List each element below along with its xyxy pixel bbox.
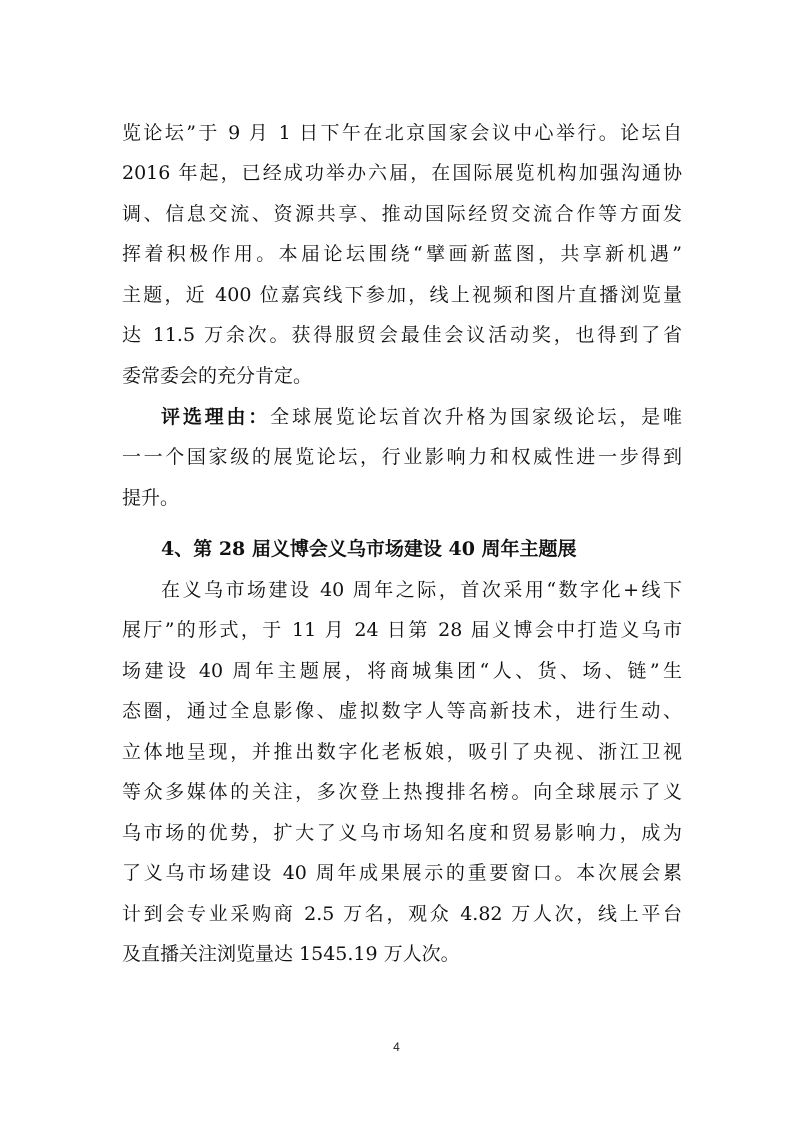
paragraph-line: 达 11.5 万余次。获得服贸会最佳会议活动奖，也得到了省: [122, 324, 682, 346]
paragraph-line: 一一个国家级的展览论坛，行业影响力和权威性进一步得到: [122, 446, 682, 468]
paragraph-line: 了义乌市场建设 40 周年成果展示的重要窗口。本次展会累: [122, 862, 682, 884]
paragraph-line: 态圈，通过全息影像、虚拟数字人等高新技术，进行生动、: [122, 700, 682, 722]
paragraph-line: 委常委会的充分肯定。: [122, 365, 313, 387]
paragraph-line: 场建设 40 周年主题展，将商城集团“人、货、场、链”生: [122, 660, 682, 682]
reason-first-line: [161, 400, 682, 434]
paragraph-line: 展厅”的形式，于 11 月 24 日第 28 届义博会中打造义乌市: [122, 619, 682, 641]
paragraph-line: 挥着积极作用。本届论坛围绕“擘画新蓝图，共享新机遇”: [122, 243, 682, 265]
paragraph-line: 及直播关注浏览量达 1545.19 万人次。: [122, 943, 460, 965]
paragraph-line: 主题，近 400 位嘉宾线下参加，线上视频和图片直播浏览量: [122, 284, 682, 306]
paragraph-line: 览论坛”于 9 月 1 日下午在北京国家会议中心举行。论坛自: [122, 122, 682, 144]
reason-label: 评选理由：: [161, 406, 271, 428]
paragraph-line: 提升。: [122, 487, 180, 509]
paragraph-line: 乌市场的优势，扩大了义乌市场知名度和贸易影响力，成为: [122, 822, 682, 844]
paragraph-line: 立体地呈现，并推出数字化老板娘，吸引了央视、浙江卫视: [122, 741, 682, 763]
paragraph-line: 在义乌市场建设 40 周年之际，首次采用“数字化+线下: [161, 579, 682, 601]
reason-text: 全球展览论坛首次升格为国家级论坛，是唯: [270, 406, 682, 428]
page-number: 4: [393, 1040, 400, 1054]
paragraph-line: 2016 年起，已经成功举办六届，在国际展览机构加强沟通协: [122, 162, 682, 184]
paragraph-line: 调、信息交流、资源共享、推动国际经贸交流合作等方面发: [122, 203, 682, 225]
paragraph-line: 计到会专业采购商 2.5 万名，观众 4.82 万人次，线上平台: [122, 903, 682, 925]
paragraph-line: 等众多媒体的关注，多次登上热搜排名榜。向全球展示了义: [122, 781, 682, 803]
section-heading: 4、第 28 届义博会义乌市场建设 40 周年主题展: [161, 538, 577, 560]
